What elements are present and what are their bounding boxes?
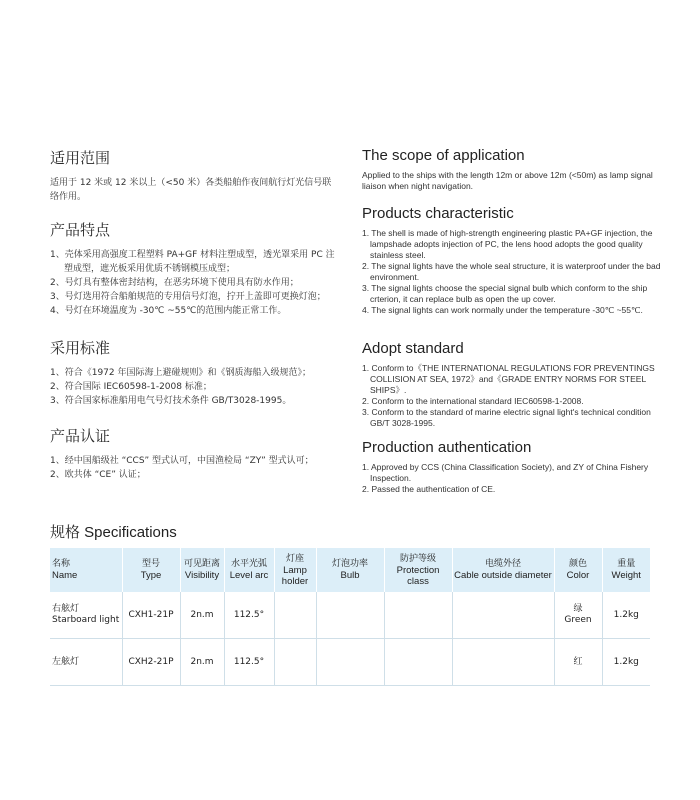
cell-weight: 1.2kg	[602, 592, 650, 639]
cell-bulb	[316, 592, 384, 639]
en-scope-text: Applied to the ships with the length 12m or above 12m (<50m) as lamp signal liaison when night navigation.	[362, 170, 653, 191]
cell-arc: 112.5°	[224, 592, 274, 639]
cell-color: 绿 Green	[554, 592, 602, 639]
header-lamp-holder: 灯座 Lamp holder	[274, 548, 316, 592]
header-protection: 防护等级 Protection class	[384, 548, 452, 592]
list-item: 1. Approved by CCS (China Classification Society), and ZY of China Fishery Inspection.	[362, 462, 649, 483]
cn-scope-title: 适用范围	[50, 149, 111, 167]
header-cable: 电缆外径 Cable outside diameter	[452, 548, 554, 592]
list-item: 1、经中国船级社 “CCS” 型式认可，中国渔检局 “ZY” 型式认可；	[50, 456, 314, 466]
header-level-arc: 水平光弧 Level arc	[224, 548, 274, 592]
en-scope-section	[362, 147, 662, 192]
header-weight: 重量 Weight	[602, 548, 650, 592]
header-color: 颜色 Color	[554, 548, 602, 592]
list-item: 1、符合《1972 年国际海上避碰规则》和《钢质海船入级规范》；	[50, 368, 311, 378]
en-auth-title: Production authentication	[362, 439, 532, 456]
cell-bulb	[316, 639, 384, 686]
list-item: 1、壳体采用高强度工程塑料 PA+GF 材料注塑成型，透光罩采用 PC 注塑成型，遮光板采用优质不锈钢模压成型；	[50, 250, 335, 274]
en-characteristic-title: Products characteristic	[362, 205, 514, 222]
list-item: 2、欧共体 “CE” 认证；	[50, 470, 146, 480]
cn-standard-title: 采用标准	[50, 339, 111, 357]
list-item: 2. Passed the authentication of CE.	[362, 484, 496, 494]
table-row	[50, 639, 650, 686]
table-row	[50, 592, 650, 639]
cell-protection	[384, 639, 452, 686]
cell-type: CXH1-21P	[122, 592, 180, 639]
list-item: 2、符合国际 IEC60598-1-2008 标准；	[50, 382, 212, 392]
list-item: 2、号灯具有整体密封结构，在恶劣环境下使用具有防水作用；	[50, 278, 299, 288]
cell-lamp-holder	[274, 639, 316, 686]
specs-table	[50, 548, 650, 800]
cn-features-title: 产品特点	[50, 221, 111, 239]
list-item: 3、号灯选用符合船舶规范的专用信号灯泡，拧开上盖即可更换灯泡；	[50, 292, 326, 302]
en-standard-section	[362, 340, 662, 429]
cell-visibility: 2n.m	[180, 592, 224, 639]
list-item: 4. The signal lights can work normally under the temperature -30℃ ~55℃.	[362, 305, 643, 315]
cell-color: 红	[554, 639, 602, 686]
en-standard-title: Adopt standard	[362, 340, 464, 357]
list-item: 2. The signal lights have the whole seal structure, it is waterproof under the bad environment.	[362, 261, 661, 282]
list-item: 3. The signal lights choose the special signal bulb which conform to the ship crterion, it can replace bulb as open the up cover.	[362, 283, 648, 304]
cn-scope-section	[50, 147, 340, 204]
cn-scope-text: 适用于 12 米或 12 米以上（<50 米）各类船舶作夜间航行灯光信号联络作用。	[50, 178, 332, 202]
en-auth-section	[362, 439, 662, 495]
list-item: 3. Conform to the standard of marine electric signal light's technical condition GB/T 3028-1995.	[362, 407, 651, 428]
cell-visibility: 2n.m	[180, 639, 224, 686]
specs-title: 规格 Specifications	[50, 524, 177, 541]
list-item: 1. The shell is made of high-strength engineering plastic PA+GF injection, the lampshade adopts injection of PC, the lens hood adopts the good quality stainless steel.	[362, 228, 653, 260]
cell-weight: 1.2kg	[602, 639, 650, 686]
cell-lamp-holder	[274, 592, 316, 639]
cell-arc: 112.5°	[224, 639, 274, 686]
cell-cable	[452, 639, 554, 686]
cn-auth-section	[50, 425, 340, 482]
cn-features-section	[50, 219, 340, 318]
cn-standard-section	[50, 337, 340, 408]
header-visibility: 可见距离 Visibility	[180, 548, 224, 592]
en-scope-title: The scope of application	[362, 147, 525, 164]
list-item: 1. Conform to《THE INTERNATIONAL REGULATIONS FOR PREVENTINGS COLLISION AT SEA, 1972》and《GRADE ENTRY NORMS FOR STEEL SHIPS》.	[362, 363, 655, 395]
cell-cable	[452, 592, 554, 639]
list-item: 3、符合国家标准船用电气号灯技术条件 GB/T3028-1995。	[50, 396, 292, 406]
header-type: 型号 Type	[122, 548, 180, 592]
table-header-row	[50, 548, 650, 592]
cn-auth-title: 产品认证	[50, 427, 111, 445]
en-characteristic-section	[362, 205, 662, 316]
list-item: 4、号灯在环境温度为 -30℃ ~55℃的范围内能正常工作。	[50, 306, 287, 316]
cell-protection	[384, 592, 452, 639]
cell-name: 右舷灯 Starboard light	[50, 592, 122, 639]
cell-name: 左舷灯	[50, 639, 122, 686]
cell-type: CXH2-21P	[122, 639, 180, 686]
header-name: 名称 Name	[50, 548, 122, 592]
list-item: 2. Conform to the international standard IEC60598-1-2008.	[362, 396, 584, 406]
header-bulb: 灯泡功率 Bulb	[316, 548, 384, 592]
